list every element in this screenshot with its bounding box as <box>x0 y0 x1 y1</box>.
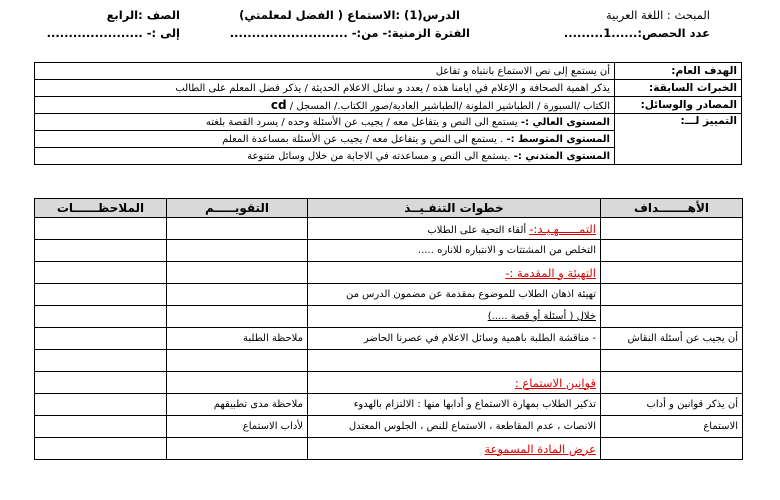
lesson-header <box>10 6 770 48</box>
evaluation-cell: لأداب الاستماع <box>167 416 308 438</box>
lesson-number: الدرس(1) :الاستماع <box>347 8 460 22</box>
step-text: - مناقشة الطلبة باهمية وسائل الاعلام في عصرنا الحاضر <box>363 333 596 344</box>
high-text: يستمع الى النص و يتفاعل معه / يجيب عن الأسئلة وحده / يسرد القصة بلغته <box>205 116 518 128</box>
table-row <box>35 306 743 328</box>
step-cell <box>308 350 601 372</box>
lesson-steps-table <box>34 198 743 460</box>
step-cell <box>308 306 601 328</box>
table-row <box>35 438 743 460</box>
step-text: تذكير الطلاب بمهارة الاستماع و أدابها منها : الالتزام بالهدوء <box>353 399 596 410</box>
resources-cd: cd <box>270 98 287 112</box>
diff-low <box>35 148 615 165</box>
objective-cell <box>601 240 743 262</box>
diff-label: التمييز لـــ: <box>615 114 742 165</box>
objective-cell <box>601 350 743 372</box>
table-row <box>35 350 743 372</box>
step-cell <box>308 218 601 240</box>
step-text: التخلص من المشتتات و الانتباره للاناره ..... <box>418 245 596 256</box>
objective-cell: أن يجيب عن أسئلة النقاش <box>601 328 743 350</box>
lesson-label <box>239 8 460 22</box>
low-label: المستوى المتدني :- <box>513 150 610 162</box>
goal-label: الهدف العام: <box>615 63 742 80</box>
table-row <box>35 328 743 350</box>
step-cell <box>308 262 601 284</box>
objective-cell <box>601 262 743 284</box>
lesson-title: ( الفضل لمعلمتي) <box>239 8 344 22</box>
step-cell <box>308 240 601 262</box>
header-evaluation: التقويـــــم <box>167 199 308 218</box>
notes-cell <box>35 306 167 328</box>
evaluation-cell <box>167 240 308 262</box>
table-row <box>35 284 743 306</box>
table-row <box>35 416 743 438</box>
resources-row <box>35 97 742 114</box>
table-row <box>35 218 743 240</box>
step-text: ألقاء التحية على الطلاب <box>427 224 527 236</box>
resources-cell <box>35 97 615 114</box>
objective-cell: أن يذكر قوانين و أداب <box>601 394 743 416</box>
goal-text: أن يستمع إلى نص الاستماع بانتباه و تفاعل <box>35 63 615 80</box>
diff-high <box>35 114 615 131</box>
step-cell <box>308 372 601 394</box>
notes-cell <box>35 394 167 416</box>
notes-cell <box>35 284 167 306</box>
table-row <box>35 372 743 394</box>
evaluation-cell <box>167 262 308 284</box>
mid-text: . يستمع الى النص و يتفاعل معه / يجيب عن الأسئلة بمساعدة المعلم <box>222 133 504 145</box>
objective-cell: الاستماع <box>601 416 743 438</box>
lesson-info-table <box>34 62 742 165</box>
header-steps: خطوات التنفـيــذ <box>308 199 601 218</box>
goal-row <box>35 63 742 80</box>
objective-cell <box>601 284 743 306</box>
evaluation-cell <box>167 284 308 306</box>
notes-cell <box>35 438 167 460</box>
step-cell <box>308 394 601 416</box>
diff-mid <box>35 131 615 148</box>
evaluation-cell <box>167 306 308 328</box>
section-heading: التهيئة و المقدمة :- <box>505 265 596 280</box>
evaluation-cell: ملاحظة مدى تطبيقهم <box>167 394 308 416</box>
step-text: تهيئة اذهان الطلاب للموضوع بمقدمة عن مضمون الدرس من <box>345 289 596 300</box>
evaluation-cell <box>167 372 308 394</box>
evaluation-cell <box>167 350 308 372</box>
notes-cell <box>35 350 167 372</box>
notes-cell <box>35 372 167 394</box>
step-text: خلال ( أسئلة أو قصة .....) <box>487 311 596 322</box>
resources-label: المصادر والوسائل: <box>615 97 742 114</box>
table-header-row <box>35 199 743 218</box>
section-heading: قوانين الاستماع : <box>514 375 596 390</box>
header-objectives: الأهـــــــداف <box>601 199 743 218</box>
mid-label: المستوى المتوسط :- <box>506 133 610 145</box>
low-text: .يستمع الى النص و مساعدته في الاجابة من خلال وسائل متنوعة <box>247 150 511 162</box>
prior-text: يذكر اهمية الصحافة و الإعلام في ايامنا هذه / يعدد و سائل الاعلام الحديثة / يذكر فضل المعلم على الطالب <box>35 80 615 97</box>
table-row <box>35 240 743 262</box>
evaluation-cell <box>167 218 308 240</box>
notes-cell <box>35 328 167 350</box>
section-heading: عرض المادة المسموعة <box>484 441 596 456</box>
resources-text: الكتاب /السبورة / الطباشير الملونة /الطباشير العادية/صور الكتاب./ المسجل / <box>289 101 610 112</box>
to-label: إلى :- ...................... <box>46 26 180 40</box>
objective-cell <box>601 218 743 240</box>
step-cell <box>308 284 601 306</box>
subject-label: المبحث : اللغة العربية <box>605 8 710 22</box>
notes-cell <box>35 218 167 240</box>
objective-cell <box>601 372 743 394</box>
grade-label: الصف :الرابع <box>106 8 180 22</box>
objective-cell <box>601 306 743 328</box>
diff-high-row <box>35 114 742 131</box>
step-cell <box>308 438 601 460</box>
section-heading: التمــــــهـيـد:- <box>529 221 596 236</box>
step-cell <box>308 328 601 350</box>
notes-cell <box>35 240 167 262</box>
evaluation-cell: ملاحظة الطلبة <box>167 328 308 350</box>
table-row <box>35 394 743 416</box>
period-label: الفترة الزمنية:- من:- ........................... <box>229 26 470 40</box>
sessions-label: عدد الحصص:......1......... <box>563 26 710 40</box>
table-row <box>35 262 743 284</box>
prior-row <box>35 80 742 97</box>
step-text: الانصات ، عدم المقاطعة ، الاستماع للنص ، الجلوس المعتدل <box>348 421 596 432</box>
objective-cell <box>601 438 743 460</box>
evaluation-cell <box>167 438 308 460</box>
step-cell <box>308 416 601 438</box>
prior-label: الخبرات السابقة: <box>615 80 742 97</box>
notes-cell <box>35 262 167 284</box>
header-notes: الملاحظــــــات <box>35 199 167 218</box>
notes-cell <box>35 416 167 438</box>
high-label: المستوى العالي :- <box>520 116 610 128</box>
